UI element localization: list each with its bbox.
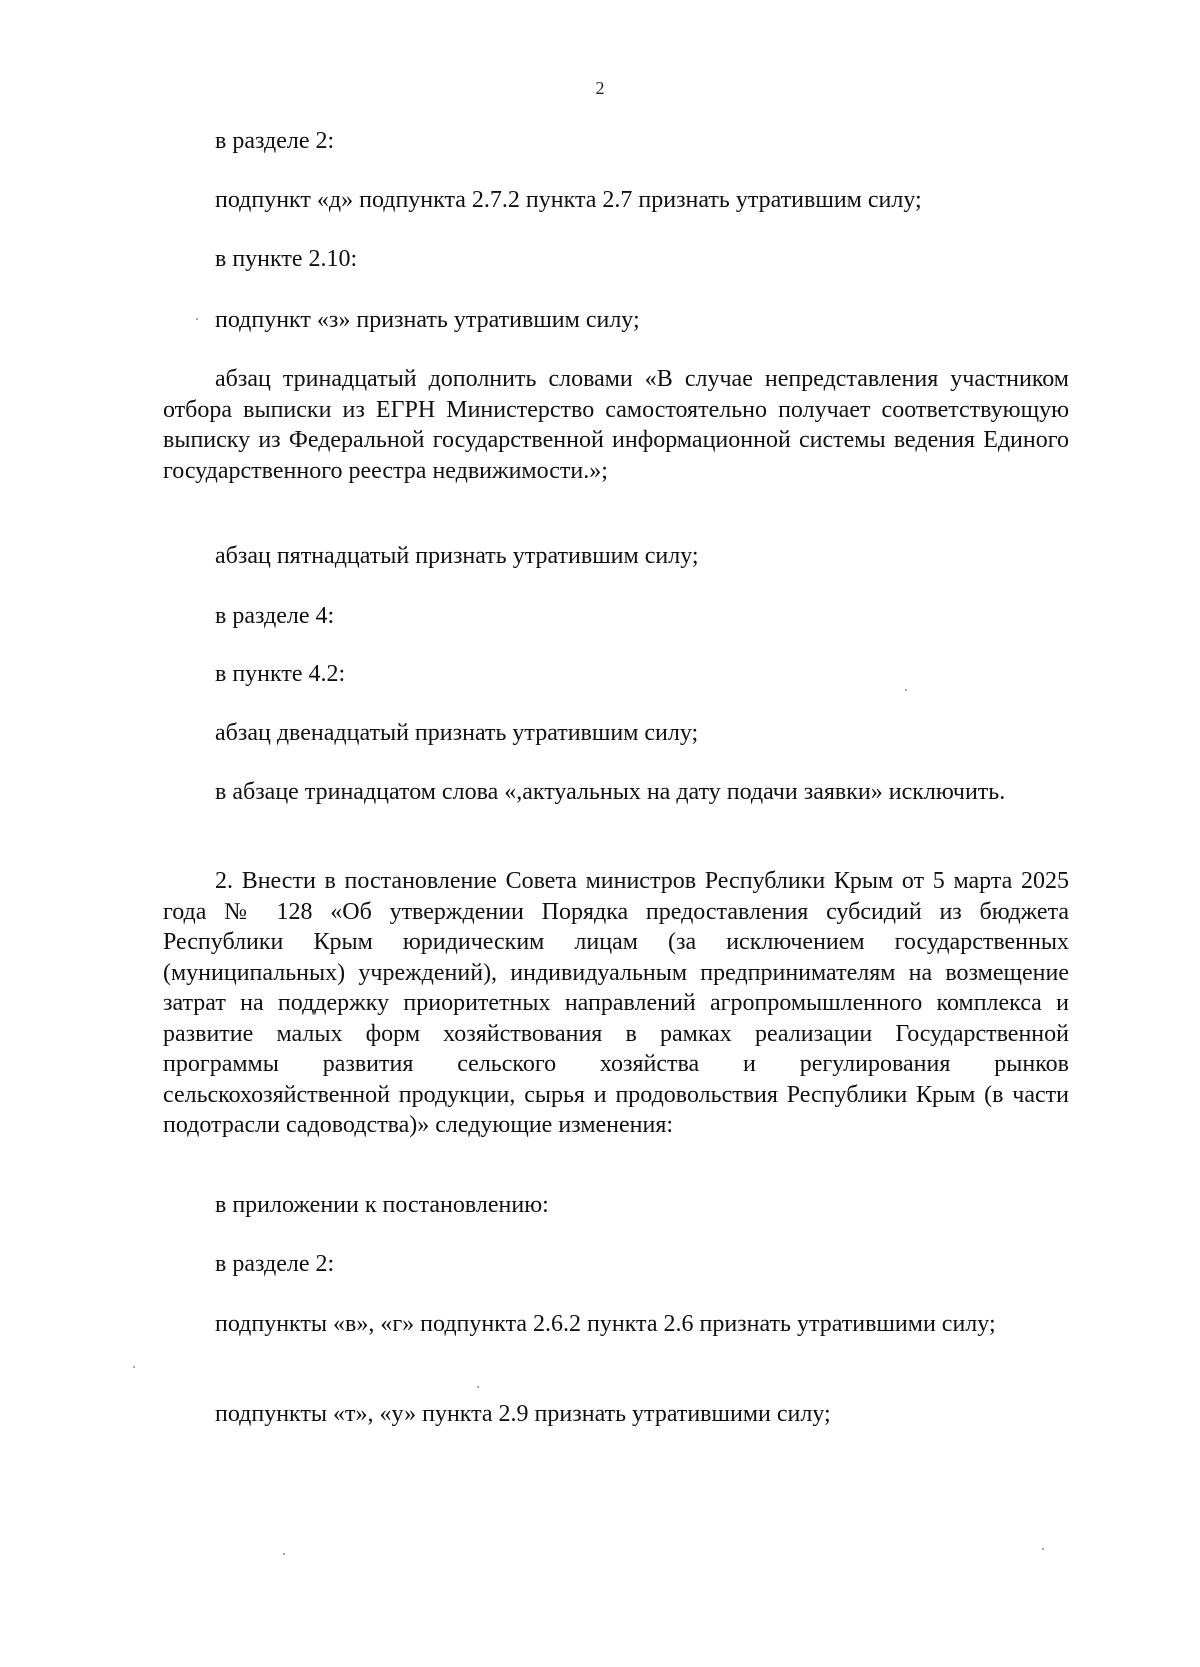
- paragraph-section-2-heading: в разделе 2:: [215, 128, 335, 154]
- scan-speck: [283, 1553, 285, 1555]
- scan-speck: [196, 318, 198, 320]
- paragraph-subitem-d: подпункт «д» подпункта 2.7.2 пункта 2.7 признать утратившим силу;: [215, 187, 922, 213]
- paragraph-item-2-10: в пункте 2.10:: [215, 246, 358, 272]
- paragraph-section-2-heading-second: в разделе 2:: [215, 1251, 335, 1277]
- page-number: 2: [595, 78, 605, 98]
- paragraph-subitems-v-g: подпункты «в», «г» подпункта 2.6.2 пункта 2.6 признать утратившими силу;: [215, 1311, 996, 1337]
- paragraph-abzac-15: абзац пятнадцатый признать утратившим силу;: [215, 543, 699, 569]
- scan-speck: [905, 689, 907, 691]
- paragraph-abzac-13-exclusion: в абзаце тринадцатом слова «,актуальных на дату подачи заявки» исключить.: [215, 779, 1006, 805]
- paragraph-abzac-13-addition: абзац тринадцатый дополнить словами «В случае непредставления участником отбора выписки из ЕГРН Министерство самостоятельно получает соответствующую выписку из Федеральной государственной информационной системы ведения Единого государственного реестра недвижимости.»;: [163, 366, 1069, 484]
- paragraph-abzac-12: абзац двенадцатый признать утратившим силу;: [215, 720, 699, 746]
- paragraph-subitems-t-u: подпункты «т», «у» пункта 2.9 признать утратившими силу;: [215, 1401, 831, 1427]
- paragraph-section-4-heading: в разделе 4:: [215, 603, 335, 629]
- paragraph-item-2-amendment: 2. Внести в постановление Совета министров Республики Крым от 5 марта 2025 года № 128 «Об утверждении Порядка предоставления субсидий из бюджета Республики Крым юридическим лицам (за исключением государственных (муниципальных) учреждений), индивидуальным предпринимателям на возмещение затрат на поддержку приоритетных направлений агропромышленного комплекса и развитие малых форм хозяйствования в рамках реализации Государственной программы развития сельского хозяйства и регулирования рынков сельскохозяйственной продукции, сырья и продовольствия Республики Крым (в части подотрасли садоводства)» следующие изменения:: [163, 868, 1069, 1138]
- scan-speck: [133, 1366, 135, 1368]
- paragraph-appendix-heading: в приложении к постановлению:: [215, 1192, 549, 1218]
- scan-speck: [477, 1386, 479, 1388]
- paragraph-item-4-2: в пункте 4.2:: [215, 661, 346, 687]
- scan-speck: [1042, 1548, 1044, 1550]
- paragraph-subitem-z: подпункт «з» признать утратившим силу;: [215, 307, 640, 333]
